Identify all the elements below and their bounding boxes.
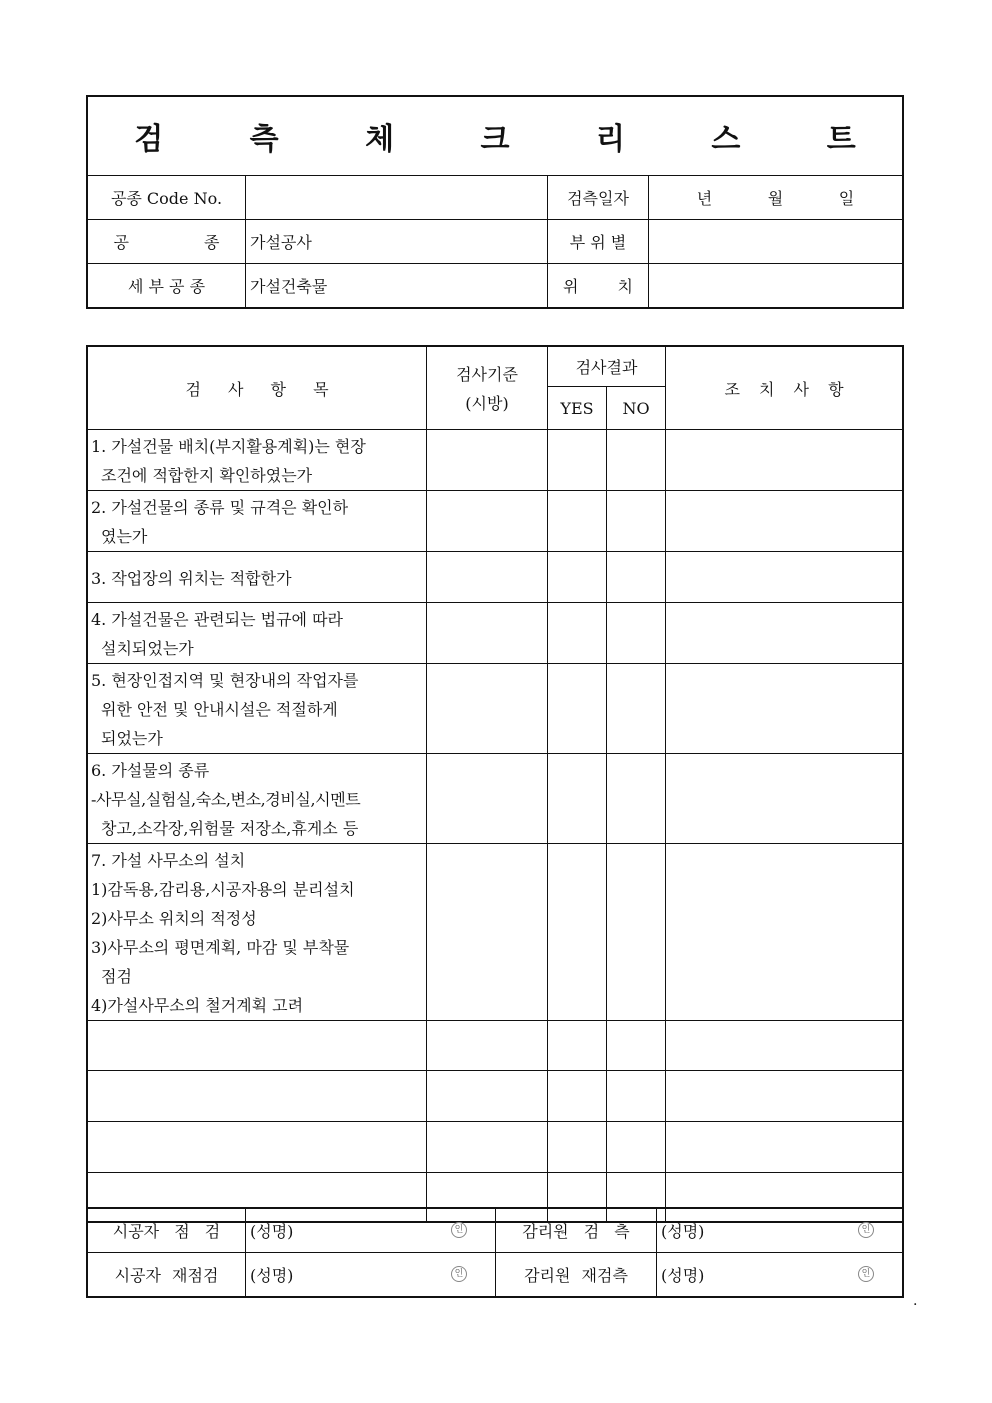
action-cell[interactable]	[666, 754, 903, 844]
action-cell[interactable]	[666, 552, 903, 603]
supervisor-check-label: 감리원 검 측	[496, 1209, 657, 1253]
no-cell[interactable]	[607, 664, 666, 754]
empty-row	[88, 1122, 903, 1173]
date-day-label: 일	[838, 189, 855, 208]
criteria-cell[interactable]	[427, 603, 548, 664]
date-field[interactable]	[649, 176, 903, 220]
col-no-header: NO	[607, 387, 666, 430]
criteria-cell[interactable]	[427, 1021, 548, 1071]
contractor-recheck-label: 시공자 재점검	[88, 1253, 246, 1297]
table-row	[88, 430, 903, 491]
criteria-cell[interactable]	[427, 754, 548, 844]
work-type-field[interactable]: 가설공사	[246, 220, 548, 264]
yes-cell[interactable]	[548, 491, 607, 552]
yes-cell[interactable]	[548, 664, 607, 754]
action-cell[interactable]	[666, 1122, 903, 1173]
date-month-label: 월	[767, 189, 784, 208]
location-field[interactable]	[649, 264, 903, 308]
criteria-cell[interactable]	[427, 491, 548, 552]
no-cell[interactable]	[607, 430, 666, 491]
table-row	[88, 603, 903, 664]
action-cell[interactable]	[666, 491, 903, 552]
contractor-check-signature[interactable]: (성명) 인	[246, 1209, 496, 1253]
yes-cell[interactable]	[548, 430, 607, 491]
supervisor-recheck-signature[interactable]: (성명) 인	[657, 1253, 903, 1297]
seal-icon: 인	[858, 1222, 874, 1238]
code-label: 공종 Code No.	[88, 176, 246, 220]
check-item-7: 7. 가설 사무소의 설치 1)감독용,감리용,시공자용의 분리설치 2)사무소 위치의 적정성 3)사무소의 평면계획, 마감 및 부착물 점검 4)가설사무소의 철거계획 고려	[88, 844, 427, 1021]
contractor-check-label: 시공자 점 검	[88, 1209, 246, 1253]
empty-row	[88, 1071, 903, 1122]
check-item-1: 1. 가설건물 배치(부지활용계획)는 현장 조건에 적합한지 확인하였는가	[88, 430, 427, 491]
check-item-2: 2. 가설건물의 종류 및 규격은 확인하 였는가	[88, 491, 427, 552]
yes-cell[interactable]	[548, 1122, 607, 1173]
seal-icon: 인	[858, 1266, 874, 1282]
supervisor-check-signature[interactable]: (성명) 인	[657, 1209, 903, 1253]
yes-cell[interactable]	[548, 1071, 607, 1122]
check-item-3: 3. 작업장의 위치는 적합한가	[88, 552, 427, 603]
action-cell[interactable]	[666, 844, 903, 1021]
action-cell[interactable]	[666, 430, 903, 491]
stray-mark: .	[913, 1293, 918, 1309]
code-field[interactable]	[246, 176, 548, 220]
no-cell[interactable]	[607, 1071, 666, 1122]
work-type-label: 공 종	[88, 220, 246, 264]
criteria-cell[interactable]	[427, 1071, 548, 1122]
yes-cell[interactable]	[548, 552, 607, 603]
criteria-cell[interactable]	[427, 1122, 548, 1173]
table-row	[88, 664, 903, 754]
no-cell[interactable]	[607, 1021, 666, 1071]
no-cell[interactable]	[607, 491, 666, 552]
detail-work-label: 세 부 공 종	[88, 264, 246, 308]
header-table	[87, 96, 903, 308]
item-cell[interactable]	[88, 1071, 427, 1122]
empty-row	[88, 1021, 903, 1071]
table-row	[88, 754, 903, 844]
location-label: 위 치	[548, 264, 649, 308]
action-cell[interactable]	[666, 1071, 903, 1122]
date-year-label: 년	[696, 189, 713, 208]
signature-table	[87, 1208, 903, 1297]
part-field[interactable]	[649, 220, 903, 264]
col-criteria-header: 검사기준 (시방)	[427, 347, 548, 430]
no-cell[interactable]	[607, 844, 666, 1021]
no-cell[interactable]	[607, 1122, 666, 1173]
criteria-cell[interactable]	[427, 552, 548, 603]
action-cell[interactable]	[666, 603, 903, 664]
seal-icon: 인	[451, 1266, 467, 1282]
col-result-header: 검사결과	[548, 347, 666, 387]
contractor-recheck-signature[interactable]: (성명) 인	[246, 1253, 496, 1297]
action-cell[interactable]	[666, 664, 903, 754]
item-cell[interactable]	[88, 1021, 427, 1071]
col-item-header: 검 사 항 목	[88, 347, 427, 430]
no-cell[interactable]	[607, 603, 666, 664]
check-item-5: 5. 현장인접지역 및 현장내의 작업자를 위한 안전 및 안내시설은 적절하게 되었는가	[88, 664, 427, 754]
action-cell[interactable]	[666, 1021, 903, 1071]
yes-cell[interactable]	[548, 1021, 607, 1071]
supervisor-recheck-label: 감리원 재검측	[496, 1253, 657, 1297]
checklist-table	[87, 346, 903, 1222]
check-item-6: 6. 가설물의 종류 -사무실,실험실,숙소,변소,경비실,시멘트 창고,소각장,위험물 저장소,휴게소 등	[88, 754, 427, 844]
criteria-cell[interactable]	[427, 664, 548, 754]
part-label: 부 위 별	[548, 220, 649, 264]
criteria-cell[interactable]	[427, 844, 548, 1021]
yes-cell[interactable]	[548, 603, 607, 664]
yes-cell[interactable]	[548, 754, 607, 844]
seal-icon: 인	[451, 1222, 467, 1238]
detail-work-field[interactable]: 가설건축물	[246, 264, 548, 308]
table-row	[88, 552, 903, 603]
page-title: 검 측 체 크 리 스 트	[88, 97, 903, 176]
col-action-header: 조 치 사 항	[666, 347, 903, 430]
col-yes-header: YES	[548, 387, 607, 430]
date-label: 검측일자	[548, 176, 649, 220]
check-item-4: 4. 가설건물은 관련되는 법규에 따라 설치되었는가	[88, 603, 427, 664]
no-cell[interactable]	[607, 754, 666, 844]
table-row	[88, 491, 903, 552]
criteria-cell[interactable]	[427, 430, 548, 491]
item-cell[interactable]	[88, 1122, 427, 1173]
yes-cell[interactable]	[548, 844, 607, 1021]
no-cell[interactable]	[607, 552, 666, 603]
table-row	[88, 844, 903, 1021]
